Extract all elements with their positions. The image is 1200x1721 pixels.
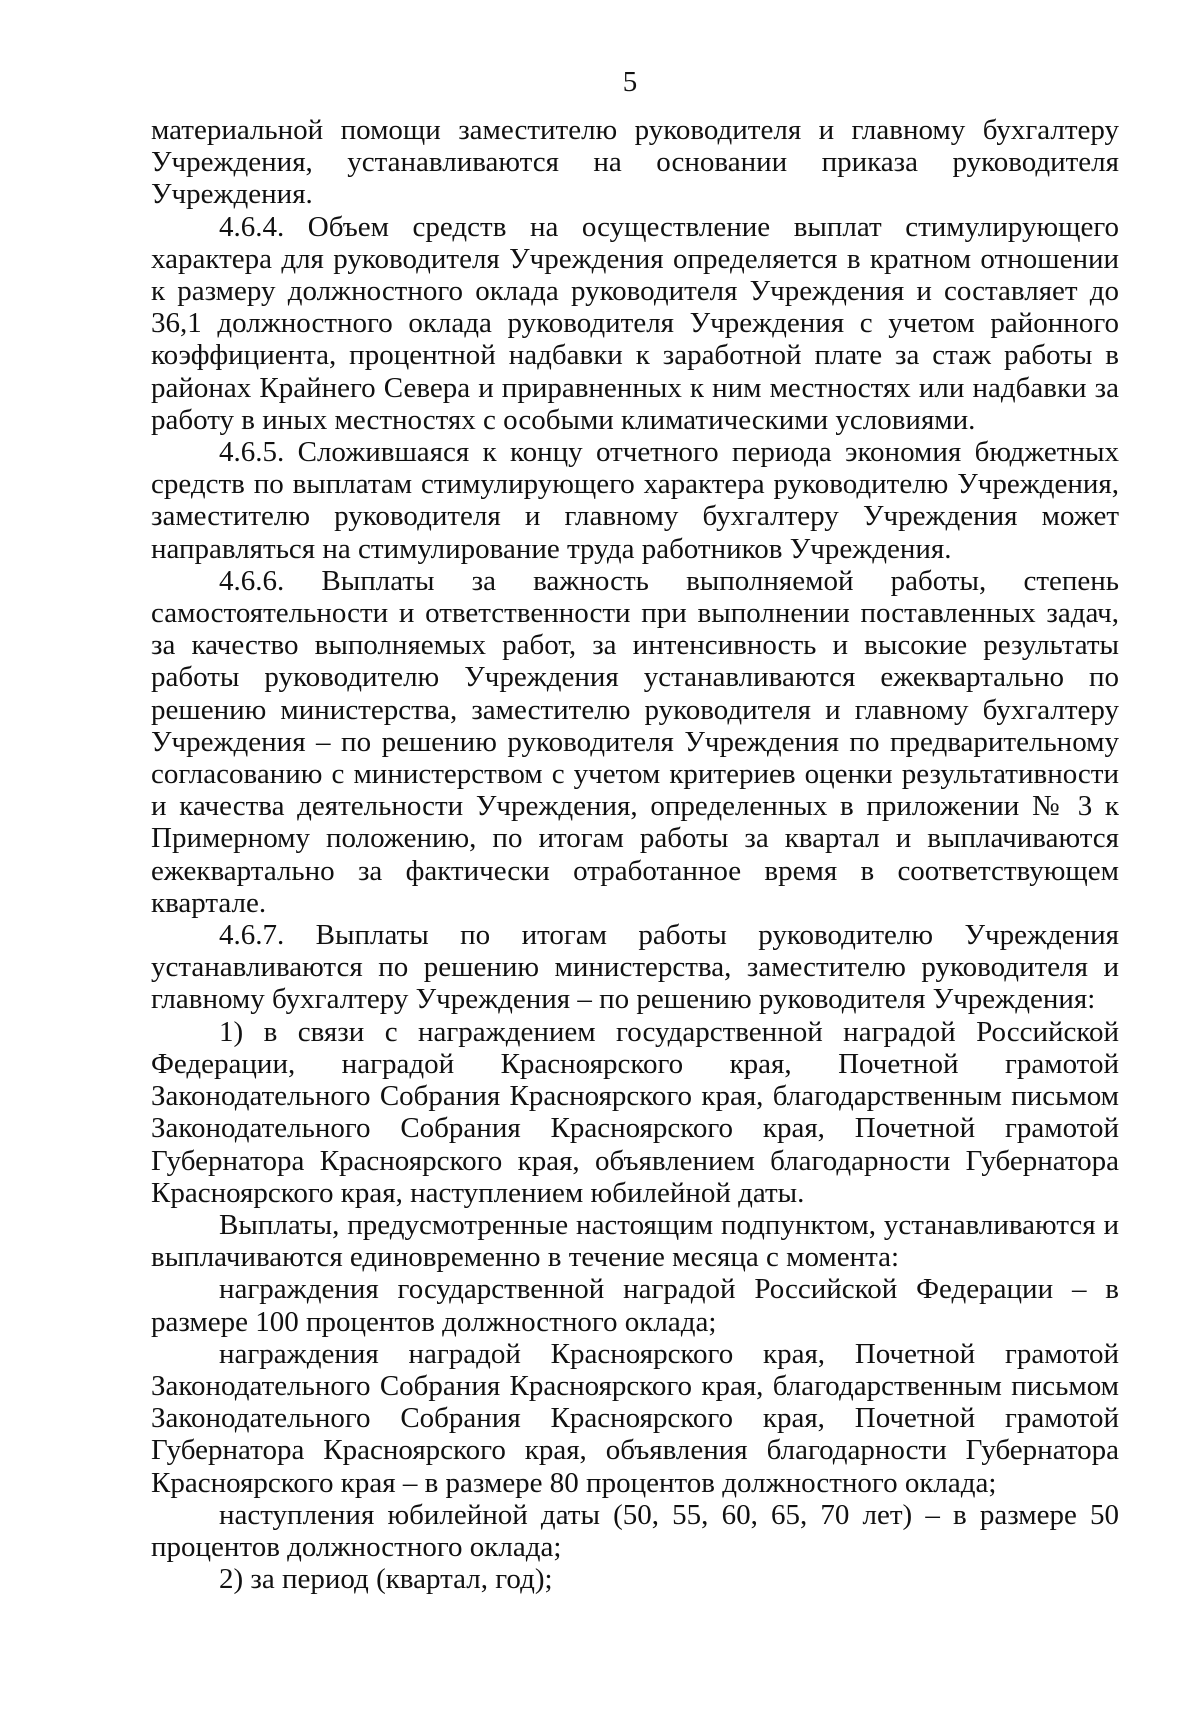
- paragraph-4-6-5: 4.6.5. Сложившаяся к концу отчетного периода экономия бюджетных средств по выплатам стимулирующего характера руководителю Учреждения, заместителю руководителя и главному бухгалтеру Учреждения может направляться на стимулирование труда работников Учреждения.: [151, 436, 1119, 565]
- paragraph-4-6-7: 4.6.7. Выплаты по итогам работы руководителю Учреждения устанавливаются по решению министерства, заместителю руководителя и главному бухгалтеру Учреждения – по решению руководителя Учреждения:: [151, 919, 1119, 1016]
- paragraph-federal-award: награждения государственной наградой Российской Федерации – в размере 100 процентов должностного оклада;: [151, 1273, 1119, 1338]
- paragraph-regional-award: награждения наградой Красноярского края, Почетной грамотой Законодательного Собрания Красноярского края, благодарственным письмом Законодательного Собрания Красноярского края, Почетной грамотой Губернатора Красноярского края, объявления благодарности Губернатора Красноярского края – в размере 80 процентов должностного оклада;: [151, 1337, 1119, 1499]
- list-item-2: 2) за период (квартал, год);: [219, 1563, 553, 1596]
- paragraph-continuation: материальной помощи заместителю руководителя и главному бухгалтеру Учреждения, устанавливаются на основании приказа руководителя Учреждения.: [151, 114, 1119, 211]
- page-number: 5: [622, 66, 638, 98]
- paragraph-payments-note: Выплаты, предусмотренные настоящим подпунктом, устанавливаются и выплачиваются единовременно в течение месяца с момента:: [151, 1208, 1119, 1274]
- paragraph-4-6-4: 4.6.4. Объем средств на осуществление выплат стимулирующего характера для руководителя Учреждения определяется в кратном отношении к размеру должностного оклада руководителя Учреждения и составляет до 36,1 должностного оклада руководителя Учреждения с учетом районного коэффициента, процентной надбавки к заработной плате за стаж работы в районах Крайнего Севера и приравненных к ним местностях или надбавки за работу в иных местностях с особыми климатическими условиями.: [151, 210, 1119, 436]
- document-body: [151, 114, 1119, 1595]
- paragraph-anniversary: наступления юбилейной даты (50, 55, 60, 65, 70 лет) – в размере 50 процентов должностного оклада;: [151, 1498, 1119, 1563]
- paragraph-4-6-6: 4.6.6. Выплаты за важность выполняемой работы, степень самостоятельности и ответственности при выполнении поставленных задач, за качество выполняемых работ, за интенсивность и высокие результаты работы руководителю Учреждения устанавливаются ежеквартально по решению министерства, заместителю руководителя и главному бухгалтеру Учреждения – по решению руководителя Учреждения по предварительному согласованию с министерством с учетом критериев оценки результативности и качества деятельности Учреждения, определенных в приложении № 3 к Примерному положению, по итогам работы за квартал и выплачиваются ежеквартально за фактически отработанное время в соответствующем квартале.: [151, 564, 1119, 919]
- list-item-1: 1) в связи с награждением государственной наградой Российской Федерации, наградой Красноярского края, Почетной грамотой Законодательного Собрания Красноярского края, благодарственным письмом Законодательного Собрания Красноярского края, Почетной грамотой Губернатора Красноярского края, объявлением благодарности Губернатора Красноярского края, наступлением юбилейной даты.: [151, 1015, 1119, 1209]
